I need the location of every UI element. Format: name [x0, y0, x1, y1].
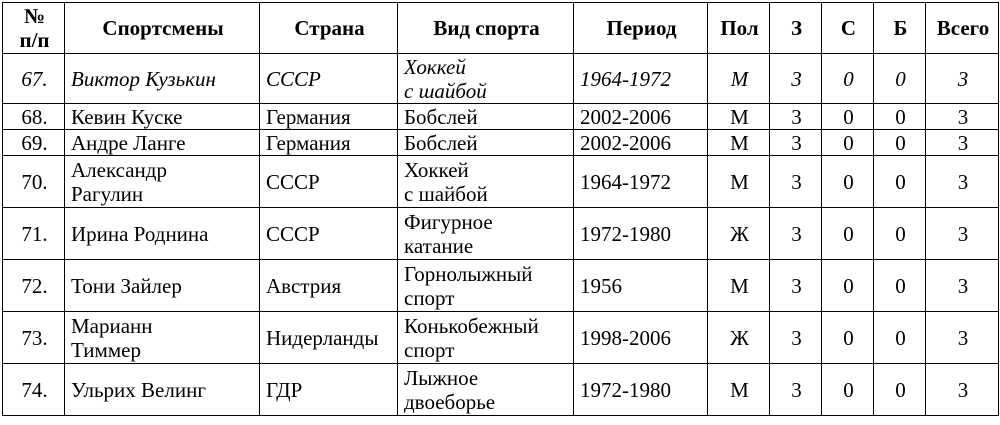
cell-gold: 3 [770, 156, 822, 208]
cell-period: 1964-1972 [574, 54, 708, 104]
cell-athlete: Александр Рагулин [65, 156, 260, 208]
table-row [3, 130, 999, 156]
cell-athlete: Ульрих Велинг [65, 364, 260, 416]
cell-country: СССР [260, 208, 398, 260]
cell-total: 3 [926, 54, 999, 104]
cell-total: 3 [926, 208, 999, 260]
cell-athlete: Виктор Кузькин [65, 54, 260, 104]
cell-silver: 0 [822, 130, 874, 156]
header-silver: С [822, 3, 874, 54]
cell-sex: М [708, 130, 770, 156]
athletes-table [2, 2, 999, 416]
cell-sport: Горнолыжный спорт [398, 260, 574, 312]
table-row [3, 364, 999, 416]
table-row [3, 104, 999, 130]
header-row [3, 3, 999, 54]
cell-athlete: Андре Ланге [65, 130, 260, 156]
cell-gold: 3 [770, 104, 822, 130]
cell-country: Германия [260, 104, 398, 130]
cell-sport: Хоккей с шайбой [398, 54, 574, 104]
cell-bronze: 0 [874, 312, 926, 364]
header-total: Всего [926, 3, 999, 54]
cell-bronze: 0 [874, 364, 926, 416]
table-row [3, 208, 999, 260]
cell-sex: М [708, 260, 770, 312]
cell-silver: 0 [822, 104, 874, 130]
cell-number: 68. [3, 104, 65, 130]
cell-number: 74. [3, 364, 65, 416]
cell-gold: 3 [770, 260, 822, 312]
cell-total: 3 [926, 156, 999, 208]
header-sport: Вид спорта [398, 3, 574, 54]
cell-silver: 0 [822, 364, 874, 416]
cell-period: 2002-2006 [574, 130, 708, 156]
cell-number: 72. [3, 260, 65, 312]
cell-gold: 3 [770, 208, 822, 260]
cell-period: 1972-1980 [574, 208, 708, 260]
cell-total: 3 [926, 104, 999, 130]
table-row [3, 312, 999, 364]
cell-athlete: Тони Зайлер [65, 260, 260, 312]
cell-sex: Ж [708, 208, 770, 260]
cell-sex: Ж [708, 312, 770, 364]
cell-sport: Хоккей с шайбой [398, 156, 574, 208]
header-sex: Пол [708, 3, 770, 54]
cell-athlete: Кевин Куске [65, 104, 260, 130]
cell-period: 1956 [574, 260, 708, 312]
cell-country: СССР [260, 54, 398, 104]
cell-sport: Фигурное катание [398, 208, 574, 260]
cell-total: 3 [926, 260, 999, 312]
cell-sex: М [708, 104, 770, 130]
cell-period: 1972-1980 [574, 364, 708, 416]
cell-number: 67. [3, 54, 65, 104]
cell-bronze: 0 [874, 130, 926, 156]
cell-country: ГДР [260, 364, 398, 416]
table-row [3, 54, 999, 104]
cell-athlete: Марианн Тиммер [65, 312, 260, 364]
cell-bronze: 0 [874, 208, 926, 260]
cell-gold: 3 [770, 130, 822, 156]
cell-number: 69. [3, 130, 65, 156]
cell-bronze: 0 [874, 260, 926, 312]
cell-gold: 3 [770, 364, 822, 416]
cell-silver: 0 [822, 156, 874, 208]
cell-silver: 0 [822, 208, 874, 260]
header-bronze: Б [874, 3, 926, 54]
cell-bronze: 0 [874, 54, 926, 104]
cell-gold: 3 [770, 312, 822, 364]
cell-athlete: Ирина Роднина [65, 208, 260, 260]
cell-country: Нидерланды [260, 312, 398, 364]
cell-silver: 0 [822, 260, 874, 312]
header-gold: З [770, 3, 822, 54]
cell-sex: М [708, 364, 770, 416]
cell-sex: М [708, 156, 770, 208]
table-row [3, 156, 999, 208]
header-athletes: Спортсмены [65, 3, 260, 54]
cell-period: 2002-2006 [574, 104, 708, 130]
cell-number: 70. [3, 156, 65, 208]
cell-country: Австрия [260, 260, 398, 312]
cell-sport: Бобслей [398, 104, 574, 130]
cell-sport: Бобслей [398, 130, 574, 156]
cell-period: 1964-1972 [574, 156, 708, 208]
header-period: Период [574, 3, 708, 54]
cell-sex: М [708, 54, 770, 104]
cell-country: СССР [260, 156, 398, 208]
cell-number: 71. [3, 208, 65, 260]
cell-bronze: 0 [874, 104, 926, 130]
header-country: Страна [260, 3, 398, 54]
cell-silver: 0 [822, 54, 874, 104]
cell-sport: Лыжное двоеборье [398, 364, 574, 416]
cell-period: 1998-2006 [574, 312, 708, 364]
header-number: № п/п [3, 3, 65, 54]
cell-silver: 0 [822, 312, 874, 364]
cell-total: 3 [926, 364, 999, 416]
cell-number: 73. [3, 312, 65, 364]
cell-bronze: 0 [874, 156, 926, 208]
cell-total: 3 [926, 312, 999, 364]
table-row [3, 260, 999, 312]
cell-total: 3 [926, 130, 999, 156]
cell-gold: 3 [770, 54, 822, 104]
cell-country: Германия [260, 130, 398, 156]
cell-sport: Конькобежный спорт [398, 312, 574, 364]
